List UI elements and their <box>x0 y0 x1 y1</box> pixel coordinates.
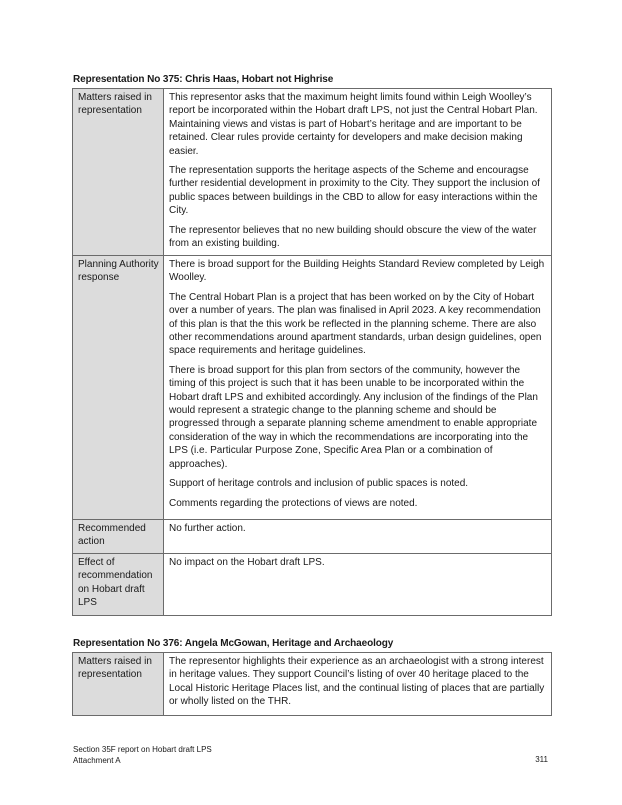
paragraph: No impact on the Hobart draft LPS. <box>169 557 325 568</box>
row-content <box>164 554 552 616</box>
paragraph: The representor highlights their experience as an archaeologist with a strong interest in heritage values. They support Council’s listing of over 40 heritage placed to the Local Historic Heritage Places list, and the continual listing of places that are partially or wholly listed on the THR. <box>169 656 545 708</box>
representation-heading: Representation No 375: Chris Haas, Hobart not Highrise <box>73 74 334 85</box>
row-content <box>164 89 552 256</box>
page-footer <box>73 745 212 766</box>
representation-table <box>72 652 552 716</box>
row-label: Matters raised in representation <box>73 653 164 716</box>
paragraph: There is broad support for this plan from sectors of the community, however the timing of this project is such that it has been unable to be incorporated within the Hobart draft LPS and exhibited accordingly. Any inclusion of the findings of the Plan would represent a strategic change to the planning scheme and should be progressed through a separate planning scheme amendment to enable appropriate consideration of the way in which the recommendations are incorporating into the LPS (i.e. Particular Purpose Zone, Specific Area Plan or a combination of approaches). <box>169 364 538 470</box>
paragraph: The representation supports the heritage aspects of the Scheme and encouragse further residential development in proximity to the City. They support the inclusion of public spaces between buildings in the CBD to allow for easy interactions within the City. <box>169 165 540 217</box>
representation-heading: Representation No 376: Angela McGowan, Heritage and Archaeology <box>73 638 394 649</box>
row-label: Recommended action <box>73 520 164 554</box>
row-label: Effect of recommendation on Hobart draft LPS <box>73 554 164 616</box>
table-row <box>73 653 552 716</box>
table-row <box>73 89 552 256</box>
row-content <box>164 653 552 716</box>
table-row <box>73 256 552 520</box>
row-label: Planning Authority response <box>73 256 164 520</box>
row-content <box>164 520 552 554</box>
table-row <box>73 554 552 616</box>
paragraph: Support of heritage controls and inclusion of public spaces is noted. <box>169 478 469 490</box>
page-number: 311 <box>535 755 548 764</box>
row-content <box>164 256 552 520</box>
footer-attachment: Attachment A <box>73 755 121 765</box>
paragraph: Comments regarding the protections of views are noted. <box>169 497 418 509</box>
paragraph: There is broad support for the Building Heights Standard Review completed by Leigh Woolley. <box>169 259 545 284</box>
footer-report-title: Section 35F report on Hobart draft LPS <box>73 745 212 754</box>
paragraph: The representor believes that no new building should obscure the view of the water from an existing building. <box>169 224 537 250</box>
table-row <box>73 520 552 554</box>
row-label: Matters raised in representation <box>73 89 164 256</box>
paragraph: The Central Hobart Plan is a project that has been worked on by the City of Hobart over a number of years. The plan was finalised in April 2023. A key recommendation of this plan is that the this work be reflected in the planning scheme. There are also other recommendations around apartment standards, urban design guidelines, open space requirements and heritage guidelines. <box>169 291 542 357</box>
paragraph: No further action. <box>169 523 246 534</box>
paragraph: This representor asks that the maximum height limits found within Leigh Woolley’s report be incorporated within the Hobart draft LPS, not just the Central Hobart Plan. Maintaining views and vistas is part of Hobart’s heritage and are important to be retained. Clear rules provide certainty for developers and make decision making easier. <box>169 92 538 157</box>
representation-table <box>72 88 552 616</box>
